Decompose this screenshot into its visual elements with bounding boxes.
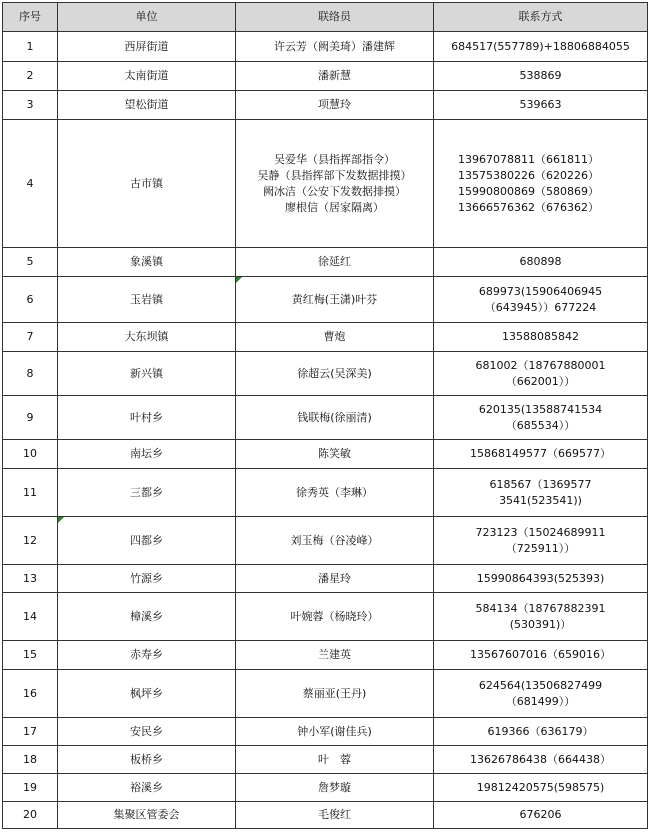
row-contact: 13967078811（661811） 13575380226（620226） 15990800869（580869） 13666576362（676362） bbox=[434, 120, 648, 248]
row-contact: 19812420575(598575) bbox=[434, 774, 648, 802]
row-contact: 13626786438（664438） bbox=[434, 746, 648, 774]
row-contact: 620135(13588741534 （685534）） bbox=[434, 396, 648, 440]
row-liaison: 徐超云(吴深美) bbox=[236, 352, 434, 396]
header-contact: 联系方式 bbox=[434, 3, 648, 32]
row-contact: 584134（18767882391 (530391)） bbox=[434, 593, 648, 641]
row-contact: 723123（15024689911 （725911）） bbox=[434, 517, 648, 565]
row-unit: 安民乡 bbox=[58, 718, 236, 746]
row-liaison: 许云芳（阙美琦）潘建辉 bbox=[236, 32, 434, 62]
row-no: 5 bbox=[3, 248, 58, 277]
table-row bbox=[3, 802, 648, 829]
row-no: 17 bbox=[3, 718, 58, 746]
row-no: 7 bbox=[3, 323, 58, 352]
row-no: 3 bbox=[3, 91, 58, 120]
unit-text: 四都乡 bbox=[130, 533, 163, 547]
row-unit: 新兴镇 bbox=[58, 352, 236, 396]
row-unit: 西屏街道 bbox=[58, 32, 236, 62]
row-no: 8 bbox=[3, 352, 58, 396]
row-liaison: 钱联梅(徐丽清) bbox=[236, 396, 434, 440]
table-row bbox=[3, 440, 648, 469]
row-contact: 680898 bbox=[434, 248, 648, 277]
row-liaison: 徐秀英（李琳） bbox=[236, 469, 434, 517]
row-no: 14 bbox=[3, 593, 58, 641]
row-contact: 13567607016（659016） bbox=[434, 641, 648, 670]
row-contact: 684517(557789)+18806884055 bbox=[434, 32, 648, 62]
row-unit: 裕溪乡 bbox=[58, 774, 236, 802]
row-no: 20 bbox=[3, 802, 58, 829]
row-no: 9 bbox=[3, 396, 58, 440]
table-row bbox=[3, 352, 648, 396]
row-contact: 681002（18767880001 （662001）） bbox=[434, 352, 648, 396]
table-row bbox=[3, 120, 648, 248]
row-unit: 板桥乡 bbox=[58, 746, 236, 774]
row-contact: 538869 bbox=[434, 62, 648, 91]
row-unit: 枫坪乡 bbox=[58, 670, 236, 718]
row-liaison: 徐延红 bbox=[236, 248, 434, 277]
row-liaison: 刘玉梅（谷凌峰） bbox=[236, 517, 434, 565]
row-unit: 三都乡 bbox=[58, 469, 236, 517]
row-contact: 618567（1369577 3541(523541)) bbox=[434, 469, 648, 517]
row-liaison: 陈笑敏 bbox=[236, 440, 434, 469]
row-unit: 樟溪乡 bbox=[58, 593, 236, 641]
table-row bbox=[3, 62, 648, 91]
row-unit: 古市镇 bbox=[58, 120, 236, 248]
comment-marker bbox=[58, 517, 64, 523]
header-liaison: 联络员 bbox=[236, 3, 434, 32]
row-contact: 539663 bbox=[434, 91, 648, 120]
row-liaison: 叶婉蓉（杨晓玲） bbox=[236, 593, 434, 641]
row-unit: 大东坝镇 bbox=[58, 323, 236, 352]
row-liaison: 兰建英 bbox=[236, 641, 434, 670]
row-contact: 689973(15906406945 （643945））677224 bbox=[434, 277, 648, 323]
row-no: 11 bbox=[3, 469, 58, 517]
row-liaison: 曹炮 bbox=[236, 323, 434, 352]
contacts-sheet bbox=[2, 2, 647, 829]
table-row bbox=[3, 396, 648, 440]
table-row bbox=[3, 32, 648, 62]
table-row bbox=[3, 277, 648, 323]
row-contact: 15868149577（669577） bbox=[434, 440, 648, 469]
table-row bbox=[3, 323, 648, 352]
row-liaison: 吴爱华（县指挥部指令） 吴静（县指挥部下发数据排摸） 阙冰洁（公安下发数据排摸） 廖根信（居家隔离） bbox=[236, 120, 434, 248]
liaison-text: 黄红梅(王潇)叶芬 bbox=[291, 292, 378, 306]
table-row bbox=[3, 248, 648, 277]
table-row bbox=[3, 469, 648, 517]
row-unit: 望松街道 bbox=[58, 91, 236, 120]
row-unit: 赤寿乡 bbox=[58, 641, 236, 670]
row-no: 10 bbox=[3, 440, 58, 469]
row-contact: 13588085842 bbox=[434, 323, 648, 352]
table-row bbox=[3, 746, 648, 774]
row-no: 1 bbox=[3, 32, 58, 62]
row-liaison: 叶 蓉 bbox=[236, 746, 434, 774]
row-liaison bbox=[236, 277, 434, 323]
row-contact: 624564(13506827499 （681499）） bbox=[434, 670, 648, 718]
row-no-text: 12 bbox=[23, 533, 37, 547]
row-liaison: 项慧玲 bbox=[236, 91, 434, 120]
table-row bbox=[3, 517, 648, 565]
header-row bbox=[3, 3, 648, 32]
comment-marker bbox=[236, 277, 242, 283]
row-no: 13 bbox=[3, 565, 58, 593]
header-unit: 单位 bbox=[58, 3, 236, 32]
row-unit: 竹源乡 bbox=[58, 565, 236, 593]
table-row bbox=[3, 593, 648, 641]
row-no: 19 bbox=[3, 774, 58, 802]
table-row bbox=[3, 565, 648, 593]
row-unit: 太南街道 bbox=[58, 62, 236, 91]
row-liaison: 潘新慧 bbox=[236, 62, 434, 91]
row-unit: 南坛乡 bbox=[58, 440, 236, 469]
row-unit: 玉岩镇 bbox=[58, 277, 236, 323]
table-row bbox=[3, 670, 648, 718]
row-no: 15 bbox=[3, 641, 58, 670]
row-unit: 象溪镇 bbox=[58, 248, 236, 277]
row-no: 4 bbox=[3, 120, 58, 248]
row-liaison: 钟小军(谢佳兵) bbox=[236, 718, 434, 746]
row-no: 2 bbox=[3, 62, 58, 91]
table-row bbox=[3, 641, 648, 670]
row-unit: 集聚区管委会 bbox=[58, 802, 236, 829]
row-contact: 676206 bbox=[434, 802, 648, 829]
row-liaison: 潘星玲 bbox=[236, 565, 434, 593]
table-row bbox=[3, 774, 648, 802]
row-no: 18 bbox=[3, 746, 58, 774]
contacts-table bbox=[2, 2, 648, 829]
row-no: 6 bbox=[3, 277, 58, 323]
row-unit bbox=[58, 517, 236, 565]
row-unit: 叶村乡 bbox=[58, 396, 236, 440]
table-row bbox=[3, 91, 648, 120]
row-no bbox=[3, 517, 58, 565]
table-row bbox=[3, 718, 648, 746]
row-liaison: 毛俊红 bbox=[236, 802, 434, 829]
row-no: 16 bbox=[3, 670, 58, 718]
row-liaison: 詹梦璇 bbox=[236, 774, 434, 802]
row-contact: 15990864393(525393) bbox=[434, 565, 648, 593]
row-contact: 619366（636179） bbox=[434, 718, 648, 746]
row-liaison: 蔡丽亚(王丹) bbox=[236, 670, 434, 718]
header-no: 序号 bbox=[3, 3, 58, 32]
